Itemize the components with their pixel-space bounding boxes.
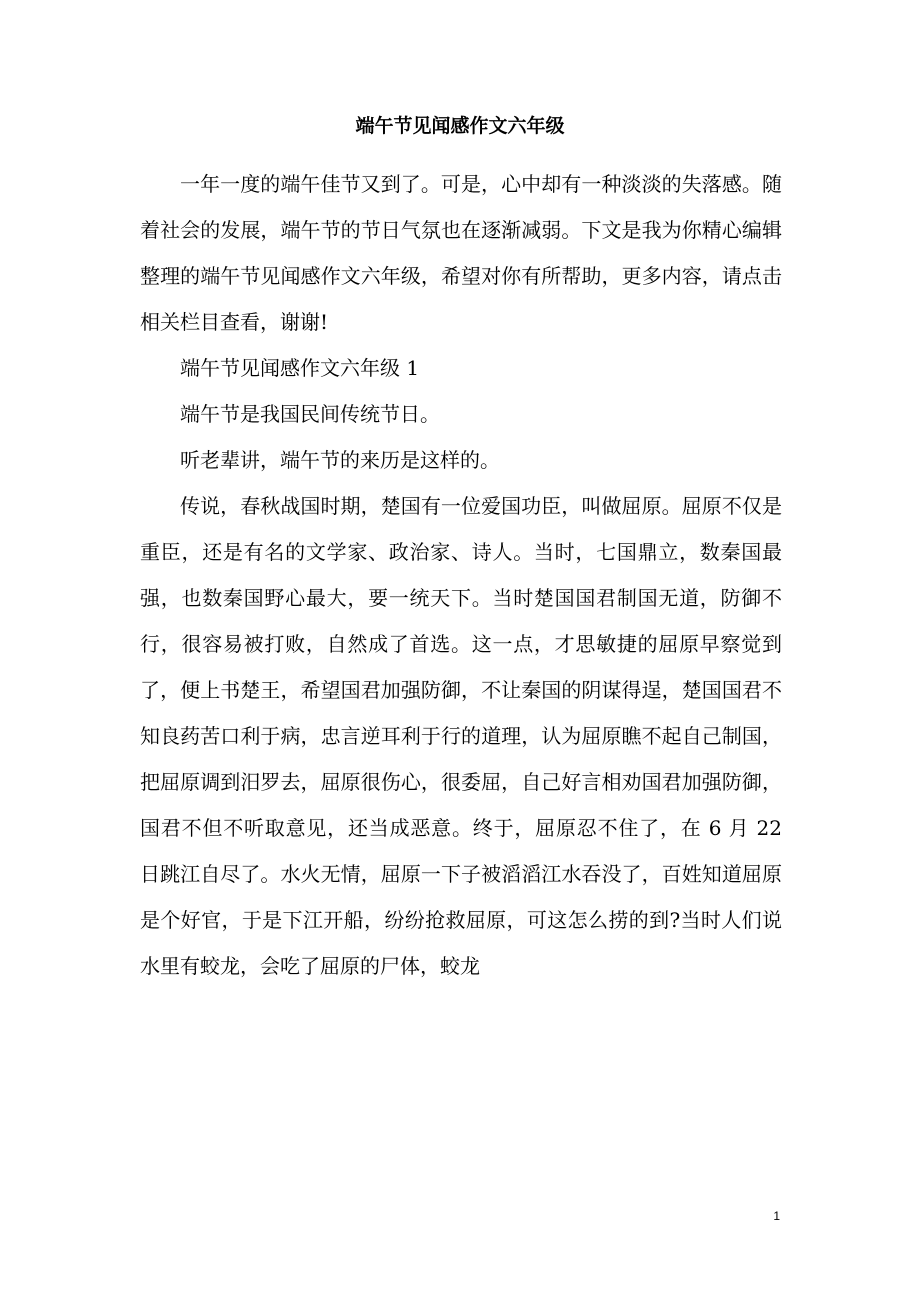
paragraph-origin-intro: 听老辈讲，端午节的来历是这样的。 (180, 448, 500, 472)
paragraph-section-heading: 端午节见闻感作文六年级 1 (180, 356, 420, 380)
paragraph-qu-yuan-story: 传说，春秋战国时期，楚国有一位爱国功臣，叫做屈原。屈原不仅是重臣，还是有名的文学家、政治家、诗人。当时，七国鼎立，数秦国最强，也数秦国野心最大，要一统天下。当时楚国国君制国无道，防御不行，很容易被打败，自然成了首选。这一点，才思敏捷的屈原早察觉到了，便上书楚王，希望国君加强防御，不让秦国的阴谋得逞，楚国国君不知良药苦口利于病，忠言逆耳利于行的道理，认为屈原瞧不起自己制国，把屈原调到汨罗去，屈原很伤心，很委屈，自己好言相劝国君加强防御，国君不但不听取意见，还当成恶意。终于，屈原忍不住了，在 6 月 22 日跳江自尽了。水火无情，屈原一下子被滔滔江水吞没了，百姓知道屈原是个好官，于是下江开船，纷纷抢救屈原，可这怎么捞的到?当时人们说水里有蛟龙，会吃了屈原的尸体，蛟龙 (140, 494, 782, 978)
paragraph-intro: 一年一度的端午佳节又到了。可是，心中却有一种淡淡的失落感。随着社会的发展，端午节的节日气氛也在逐渐减弱。下文是我为你精心编辑整理的端午节见闻感作文六年级，希望对你有所帮助，更多内容，请点击相关栏目查看，谢谢! (140, 172, 782, 334)
document-body (140, 161, 782, 989)
document-title: 端午节见闻感作文六年级 (355, 115, 565, 137)
page-number: 1 (773, 1209, 780, 1223)
paragraph-festival-intro: 端午节是我国民间传统节日。 (180, 402, 440, 426)
